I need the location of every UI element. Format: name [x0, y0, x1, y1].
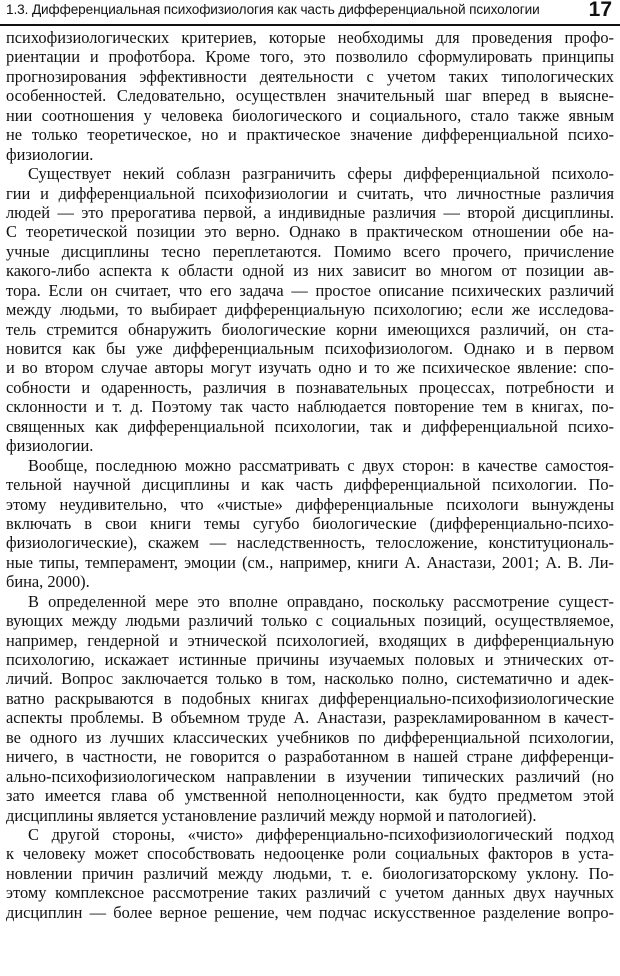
- text-line: нии соотношения у человека биологического и социального, стало также явным: [6, 105, 614, 125]
- text-line: психофизиологических критериев, которые необходимы для проведения профо-: [6, 28, 614, 47]
- text-line: психологию, искажает истинные причины изучаемых половых и этнических от-: [6, 650, 614, 669]
- text-line: физиологии.: [6, 144, 94, 164]
- text-line: не только теоретическое, но и практическое значение дифференциальной психо-: [6, 125, 614, 145]
- text-line: дисциплин — более верное решение, чем подчас искусственное разделение вопро-: [6, 902, 614, 922]
- text-line: священных как дифференциальной психологии, так и дифференциальной психо-: [6, 416, 614, 436]
- text-line: ные типы, темперамент, эмоции (см., например, книги А. Анастази, 2001; А. В. Ли-: [6, 552, 614, 572]
- text-line: физиологии.: [6, 436, 94, 456]
- text-line: учные дисциплины тесно переплетаются. Помимо всего прочего, причисление: [6, 241, 614, 261]
- text-line: тельной научной дисциплины и как часть дифференциальной психологии. По-: [6, 475, 614, 495]
- text-line: новится как бы уже дифференциальным психофизиологом. Однако и в первом: [6, 339, 614, 358]
- text-line: гии и дифференциальной психофизиологии и считать, что личностные различия: [6, 183, 614, 203]
- text-line: личий. Вопрос заключается только в том, насколько полно, систематично и адек-: [6, 669, 614, 689]
- text-line: ально-психофизиологическом направлении в изучении типических различий (но: [6, 766, 614, 786]
- text-line: включать в свои книги темы сугубо биологические (дифференциально-психо-: [6, 513, 614, 533]
- text-line: В определенной мере это вполне оправдано, поскольку рассмотрение сущест-: [28, 591, 614, 611]
- text-line: ватно раскрываются в подобных книгах дифференциально-психофизиологические: [6, 688, 614, 708]
- text-line: особенностей. Следовательно, осуществлен значительный шаг вперед в выясне-: [6, 86, 614, 106]
- text-line: бина, 2000).: [6, 572, 90, 592]
- text-line: Существует некий соблазн разграничить сферы дифференциальной психоло-: [28, 164, 614, 184]
- text-line: дисциплины является установление различий между нормой и патологией).: [6, 805, 537, 825]
- text-line: зато имеется глава об умственной неполноценности, как будто предметом этой: [6, 786, 614, 806]
- text-line: склонности и т. д. Поэтому так часто наблюдается повторение тем в книгах, по-: [6, 397, 614, 417]
- text-line: новлении причин различий между людьми, т. е. биологизаторскому уклону. По-: [6, 863, 614, 883]
- text-line: ничего, в частности, не говорится о разработанном в нашей стране дифференци-: [6, 747, 614, 767]
- text-line: людей — это прерогатива первой, а индивидные различия — второй дисциплины.: [6, 202, 614, 222]
- text-line: и во втором случае авторы могут изучать одно и то же психическое явление: спо-: [6, 358, 614, 378]
- header-rule: [0, 24, 620, 26]
- text-line: какого-либо аспекта к области одной из них зависит во многом от позиции ав-: [6, 261, 614, 281]
- page-number: 17: [588, 0, 612, 21]
- text-line: этому неудивительно, что «чистые» дифференциальные психологи вынуждены: [6, 494, 614, 514]
- text-line: вующих между людьми различий только с социальных позиций, осуществляемое,: [6, 611, 614, 631]
- text-line: ве одного из лучших классических учебников по дифференциальной психологии,: [6, 727, 614, 747]
- text-line: прогнозирования эффективности деятельности с учетом таких типологических: [6, 66, 614, 86]
- text-line: аспекты проблемы. В объемном труде А. Анастази, разрекламированном в качест-: [6, 708, 614, 728]
- text-line: к человеку может способствовать недооценке роли социальных факторов в уста-: [6, 844, 614, 864]
- text-line: С теоретической позиции это верно. Однако в практическом отношении обе на-: [6, 222, 614, 242]
- text-line: Вообще, последнюю можно рассматривать с двух сторон: в качестве самостоя-: [28, 455, 614, 475]
- text-line: физиологические), скажем — наследственность, телосложение, конституциональ-: [6, 533, 614, 553]
- text-line: тель стремится обнаружить биологические корни имеющихся различий, он ста-: [6, 319, 614, 339]
- text-line: этому комплексное рассмотрение таких различий с учетом данных двух научных: [6, 883, 614, 903]
- text-line: С другой стороны, «чисто» дифференциально-психофизиологический подход: [28, 824, 614, 844]
- running-title: 1.3. Дифференциальная психофизиология как часть дифференциальной психологии: [6, 2, 540, 17]
- text-line: риентации и профотбора. Кроме того, это позволило сформулировать принципы: [6, 47, 614, 67]
- text-line: собности и одаренность, различия в познавательных процессах, потребности и: [6, 377, 614, 397]
- body-text: [6, 28, 614, 922]
- text-line: тора. Если он считает, что его задача — простое описание психических различий: [6, 280, 614, 300]
- text-line: между людьми, то выбирает дифференциальную психологию; если же исследова-: [6, 300, 614, 320]
- running-header: [0, 0, 620, 28]
- text-line: например, гендерной и этнической психологией, входящих в дифференциальную: [6, 630, 614, 650]
